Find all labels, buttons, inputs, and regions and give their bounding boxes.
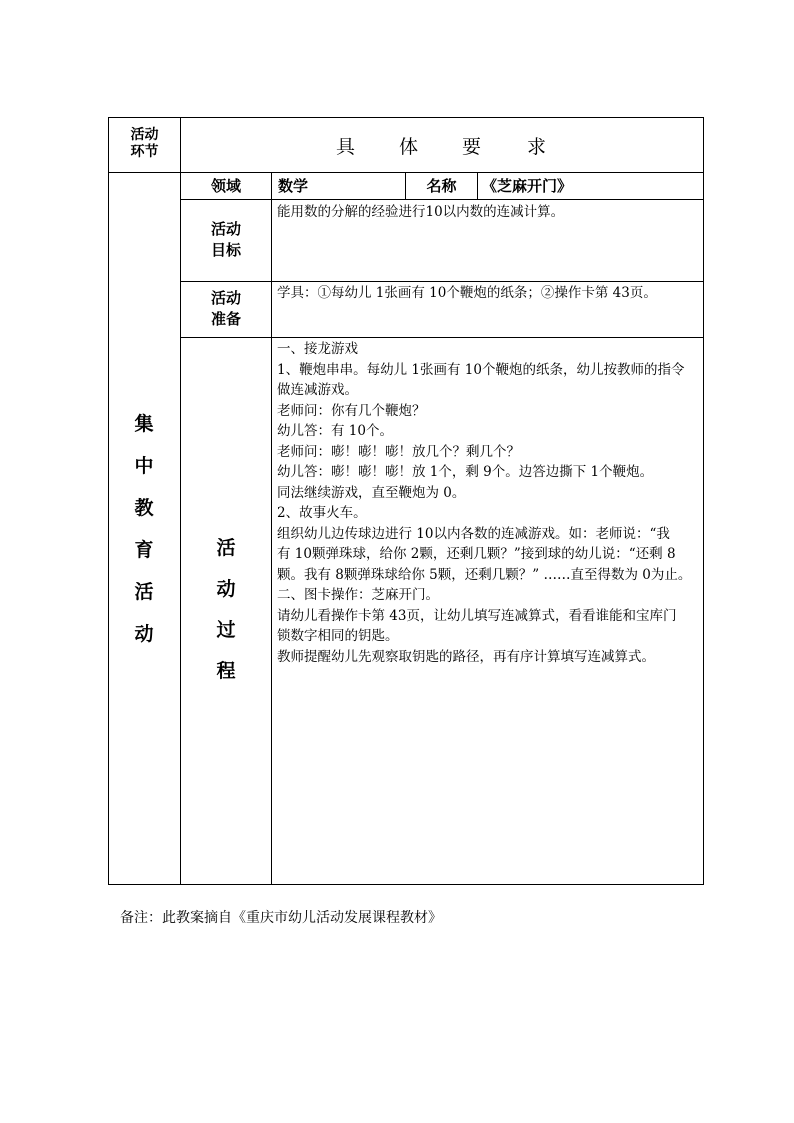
table-divider: [180, 199, 704, 200]
title-char: 具: [336, 136, 356, 158]
prep-label: [181, 288, 271, 330]
process-line: 二、图卡操作：芝麻开门。: [277, 587, 439, 603]
process-line: 幼儿答：嘭！嘭！嘭！放 1个，剩 9个。边答边撕下 1个鞭炮。: [277, 464, 654, 480]
table-border-top: [108, 117, 704, 118]
process-line: 请幼儿看操作卡第 43页，让幼儿填写连减算式，看看谁能和宝库门: [277, 607, 677, 624]
process-label-char: 过: [216, 619, 236, 641]
goal-text: 能用数的分解的经验进行10以内数的连减计算。: [277, 204, 565, 220]
prep-text: 学具：①每幼儿 1张画有 10个鞭炮的纸条；②操作卡第 43页。: [277, 285, 657, 301]
side-label-concentrated-activity: [124, 403, 164, 655]
process-label-char: 活: [216, 537, 236, 559]
title-char: 要: [462, 136, 482, 158]
process-line: 组织幼儿边传球边进行 10以内各数的连减游戏。如：老师说：“我: [277, 525, 670, 542]
domain-value: 数学: [278, 177, 309, 195]
header-stage-line: 活动: [130, 127, 159, 143]
process-line: 做连减游戏。: [277, 382, 358, 398]
process-line: 1、鞭炮串串。每幼儿 1张画有 10个鞭炮的纸条，幼儿按教师的指令: [277, 361, 685, 378]
table-divider: [271, 172, 272, 885]
side-label-char: 活: [134, 581, 154, 603]
process-line: 2、故事火车。: [277, 505, 367, 521]
process-content: [277, 339, 701, 667]
table-divider: [180, 337, 704, 338]
process-label-char: 程: [216, 660, 236, 682]
goal-label-line: 活动: [210, 220, 241, 238]
table-border-right: [703, 117, 704, 885]
domain-label: 领域: [210, 177, 241, 195]
process-line: 教师提醒幼儿先观察取钥匙的路径，再有序计算填写连减算式。: [277, 648, 655, 665]
process-line: 有 10颗弹珠球，给你 2颗，还剩几颗？”接到球的幼儿说：“还剩 8: [277, 546, 676, 562]
side-label-char: 教: [134, 497, 154, 519]
header-stage-label: [109, 127, 180, 161]
process-line: 一、接龙游戏: [277, 341, 358, 357]
table-divider: [477, 172, 478, 200]
table-border-left: [108, 117, 109, 885]
process-line: 锁数字相同的钥匙。: [277, 628, 399, 644]
footnote: 备注：此教案摘自《重庆市幼儿活动发展课程教材》: [120, 910, 442, 926]
side-label-char: 育: [134, 539, 154, 561]
prep-label-line: 活动: [210, 289, 241, 307]
side-label-char: 动: [134, 623, 154, 645]
table-border-bottom: [108, 884, 704, 885]
process-line: 颗。我有 8颗弹珠球给你 5颗，还剩几颗？” ……直至得数为 0为止。: [277, 566, 692, 583]
side-label-char: 集: [134, 413, 154, 435]
prep-label-line: 准备: [210, 310, 241, 328]
process-line: 老师问：你有几个鞭炮？: [277, 402, 426, 419]
process-line: 老师问：嘭！嘭！嘭！放几个？剩几个？: [277, 443, 520, 460]
process-line: 幼儿答：有 10个。: [277, 423, 393, 439]
title-char: 求: [527, 136, 547, 158]
name-label: 名称: [426, 177, 457, 195]
goal-label-line: 目标: [210, 241, 241, 259]
header-stage-line: 环节: [130, 144, 159, 160]
page-title: [181, 132, 703, 158]
process-line: 同法继续游戏，直至鞭炮为 0。: [277, 484, 466, 501]
name-value: 《芝麻开门》: [482, 177, 573, 195]
process-label-char: 动: [216, 578, 236, 600]
table-divider: [108, 172, 704, 173]
goal-label: [181, 219, 271, 261]
title-char: 体: [399, 136, 419, 158]
table-divider: [180, 281, 704, 282]
process-label: [206, 528, 246, 692]
side-label-char: 中: [134, 455, 154, 477]
